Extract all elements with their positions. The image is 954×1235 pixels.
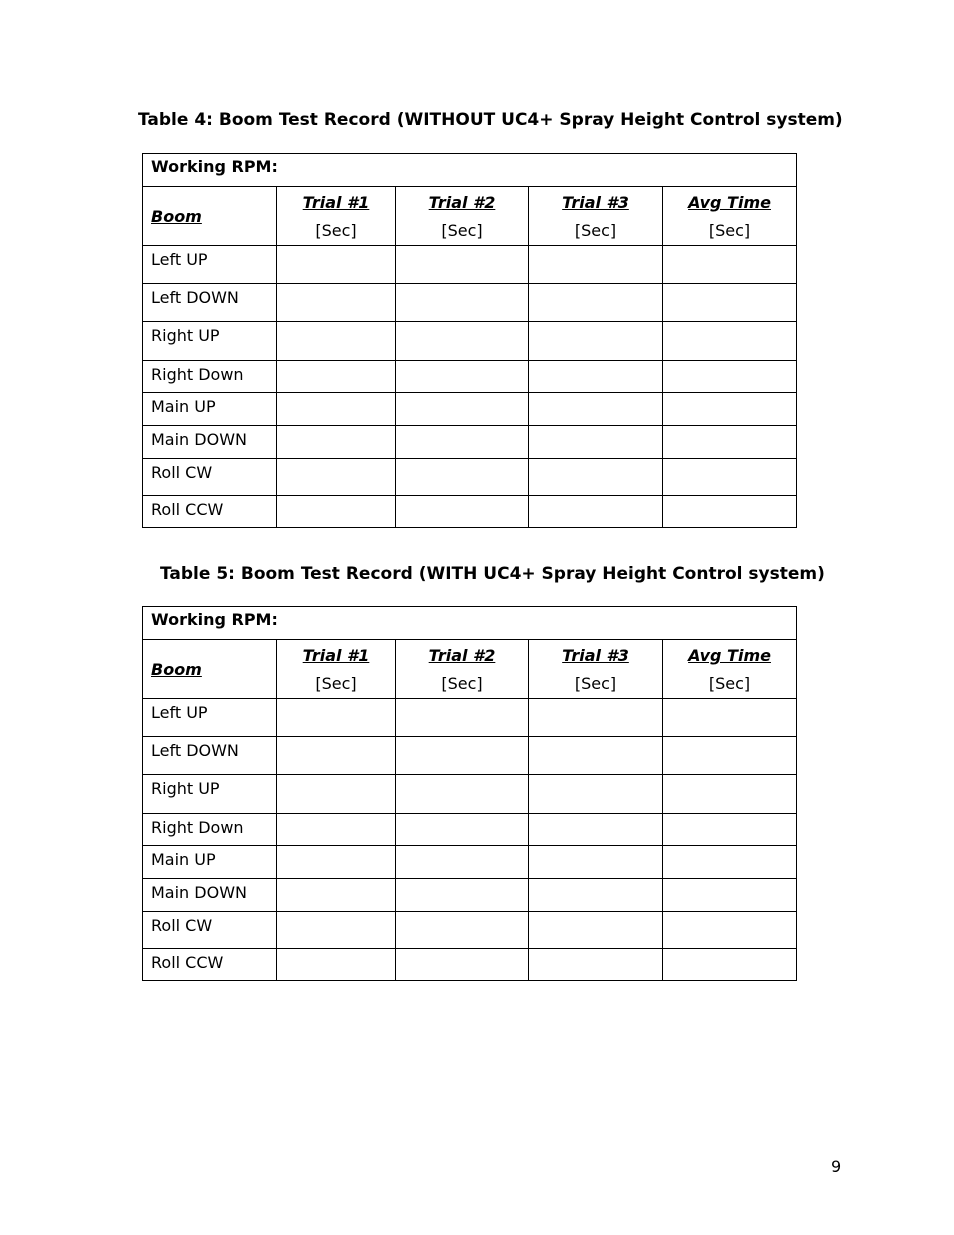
entry-cell-avg-time[interactable] (663, 949, 797, 981)
table-5-caption: Table 5: Boom Test Record (WITH UC4+ Spray Height Control system) (160, 564, 825, 584)
entry-cell-trial-2[interactable] (396, 322, 529, 361)
boom-row-label: Roll CW (143, 912, 277, 949)
entry-cell-avg-time[interactable] (663, 246, 797, 284)
entry-cell-trial-3[interactable] (529, 361, 663, 393)
column-unit: [Sec] (574, 221, 617, 240)
boom-header: Boom (143, 640, 277, 699)
entry-cell-trial-1[interactable] (277, 393, 396, 426)
entry-cell-avg-time[interactable] (663, 284, 797, 322)
entry-cell-trial-3[interactable] (529, 393, 663, 426)
entry-cell-trial-3[interactable] (529, 496, 663, 528)
entry-cell-trial-2[interactable] (396, 496, 529, 528)
boom-row-label: Main UP (143, 393, 277, 426)
column-header-avg-time (663, 640, 797, 699)
column-header-trial-2 (396, 187, 529, 246)
entry-cell-trial-2[interactable] (396, 459, 529, 496)
working-rpm-label: Working RPM: (143, 607, 797, 640)
entry-cell-avg-time[interactable] (663, 912, 797, 949)
column-unit: [Sec] (441, 674, 483, 693)
entry-cell-trial-3[interactable] (529, 814, 663, 846)
entry-cell-trial-2[interactable] (396, 246, 529, 284)
boom-row-label: Right Down (143, 361, 277, 393)
table-row (143, 496, 797, 528)
entry-cell-trial-2[interactable] (396, 814, 529, 846)
column-title: Trial #1 (302, 646, 370, 665)
entry-cell-trial-3[interactable] (529, 284, 663, 322)
entry-cell-trial-3[interactable] (529, 912, 663, 949)
entry-cell-trial-2[interactable] (396, 426, 529, 459)
entry-cell-avg-time[interactable] (663, 737, 797, 775)
table-row (143, 737, 797, 775)
column-header-trial-3 (529, 187, 663, 246)
table-row (143, 879, 797, 912)
column-unit: [Sec] (708, 674, 751, 693)
boom-row-label: Roll CW (143, 459, 277, 496)
entry-cell-trial-3[interactable] (529, 426, 663, 459)
entry-cell-trial-1[interactable] (277, 426, 396, 459)
entry-cell-trial-3[interactable] (529, 246, 663, 284)
entry-cell-trial-1[interactable] (277, 912, 396, 949)
boom-row-label: Main DOWN (143, 879, 277, 912)
entry-cell-trial-3[interactable] (529, 737, 663, 775)
column-title: Trial #2 (428, 193, 496, 212)
entry-cell-trial-3[interactable] (529, 322, 663, 361)
entry-cell-trial-2[interactable] (396, 879, 529, 912)
entry-cell-trial-2[interactable] (396, 737, 529, 775)
column-header-trial-3 (529, 640, 663, 699)
column-header-trial-2 (396, 640, 529, 699)
entry-cell-trial-3[interactable] (529, 879, 663, 912)
entry-cell-trial-1[interactable] (277, 322, 396, 361)
column-title: Trial #3 (562, 193, 629, 212)
table-row (143, 699, 797, 737)
boom-row-label: Roll CCW (143, 496, 277, 528)
entry-cell-trial-1[interactable] (277, 846, 396, 879)
entry-cell-avg-time[interactable] (663, 322, 797, 361)
table-row (143, 846, 797, 879)
column-unit: [Sec] (315, 674, 357, 693)
boom-header: Boom (143, 187, 277, 246)
table-row (143, 361, 797, 393)
entry-cell-trial-1[interactable] (277, 699, 396, 737)
column-header-avg-time (663, 187, 797, 246)
table-4-caption: Table 4: Boom Test Record (WITHOUT UC4+ Spray Height Control system) (138, 110, 843, 130)
entry-cell-avg-time[interactable] (663, 426, 797, 459)
entry-cell-avg-time[interactable] (663, 775, 797, 814)
boom-row-label: Left UP (143, 699, 277, 737)
entry-cell-trial-1[interactable] (277, 775, 396, 814)
column-title: Trial #3 (562, 646, 629, 665)
entry-cell-avg-time[interactable] (663, 459, 797, 496)
column-unit: [Sec] (574, 674, 617, 693)
column-header-trial-1 (277, 640, 396, 699)
entry-cell-trial-1[interactable] (277, 814, 396, 846)
boom-row-label: Left DOWN (143, 737, 277, 775)
table-row (143, 284, 797, 322)
boom-row-label: Right UP (143, 775, 277, 814)
entry-cell-trial-3[interactable] (529, 775, 663, 814)
entry-cell-trial-1[interactable] (277, 459, 396, 496)
page-number: 9 (831, 1157, 842, 1176)
column-title: Avg Time (688, 193, 771, 212)
table-row (143, 246, 797, 284)
boom-row-label: Main UP (143, 846, 277, 879)
boom-test-table-with-uc4 (142, 606, 797, 981)
boom-row-label: Left UP (143, 246, 277, 284)
working-rpm-label: Working RPM: (143, 154, 797, 187)
entry-cell-trial-2[interactable] (396, 775, 529, 814)
entry-cell-trial-1[interactable] (277, 284, 396, 322)
entry-cell-avg-time[interactable] (663, 699, 797, 737)
entry-cell-trial-2[interactable] (396, 284, 529, 322)
entry-cell-trial-1[interactable] (277, 361, 396, 393)
entry-cell-trial-3[interactable] (529, 846, 663, 879)
table-5-body (143, 699, 797, 981)
entry-cell-trial-2[interactable] (396, 393, 529, 426)
entry-cell-avg-time[interactable] (663, 846, 797, 879)
table-row (143, 912, 797, 949)
boom-row-label: Left DOWN (143, 284, 277, 322)
boom-test-table-without-uc4 (142, 153, 797, 528)
entry-cell-avg-time[interactable] (663, 879, 797, 912)
table-row (143, 393, 797, 426)
entry-cell-trial-2[interactable] (396, 361, 529, 393)
entry-cell-trial-1[interactable] (277, 496, 396, 528)
entry-cell-avg-time[interactable] (663, 496, 797, 528)
entry-cell-trial-3[interactable] (529, 459, 663, 496)
entry-cell-avg-time[interactable] (663, 814, 797, 846)
table-row (143, 459, 797, 496)
entry-cell-trial-1[interactable] (277, 949, 396, 981)
column-title: Avg Time (688, 646, 771, 665)
boom-row-label: Right Down (143, 814, 277, 846)
column-title: Trial #1 (302, 193, 370, 212)
table-row (143, 949, 797, 981)
entry-cell-trial-1[interactable] (277, 737, 396, 775)
entry-cell-trial-1[interactable] (277, 879, 396, 912)
column-unit: [Sec] (708, 221, 751, 240)
table-row (143, 814, 797, 846)
column-unit: [Sec] (315, 221, 357, 240)
entry-cell-avg-time[interactable] (663, 361, 797, 393)
entry-cell-trial-2[interactable] (396, 912, 529, 949)
column-title: Trial #2 (428, 646, 496, 665)
entry-cell-avg-time[interactable] (663, 393, 797, 426)
entry-cell-trial-2[interactable] (396, 949, 529, 981)
column-header-trial-1 (277, 187, 396, 246)
entry-cell-trial-3[interactable] (529, 949, 663, 981)
boom-row-label: Main DOWN (143, 426, 277, 459)
entry-cell-trial-2[interactable] (396, 846, 529, 879)
table-row (143, 775, 797, 814)
table-row (143, 426, 797, 459)
column-unit: [Sec] (441, 221, 483, 240)
boom-row-label: Right UP (143, 322, 277, 361)
entry-cell-trial-2[interactable] (396, 699, 529, 737)
boom-row-label: Roll CCW (143, 949, 277, 981)
table-row (143, 322, 797, 361)
table-4-body (143, 246, 797, 528)
entry-cell-trial-1[interactable] (277, 246, 396, 284)
entry-cell-trial-3[interactable] (529, 699, 663, 737)
